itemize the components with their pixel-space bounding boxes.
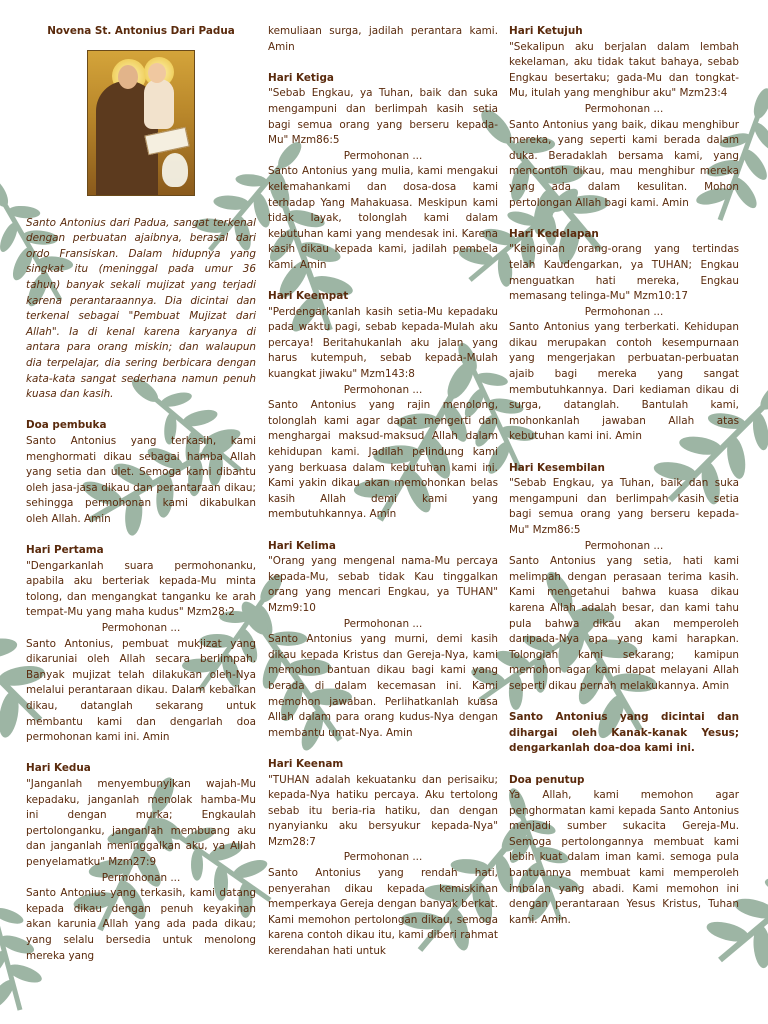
hari-ketiga-heading: Hari Ketiga <box>268 71 334 84</box>
hari-keenam-heading: Hari Keenam <box>268 757 344 770</box>
hari-kesembilan-heading: Hari Kesembilan <box>509 461 605 474</box>
permohonan-label: Permohonan ... <box>101 622 181 635</box>
hari-keenam-prayer: Santo Antonius yang rendah hati, penyerahan dikau kepada kemiskinan memperkaya Gereja dengan banyak berkat. Kami memohon pertolongan dikau, semoga karena contoh dikau itu, kami diberi rahmat kerendahan hati untuk <box>268 867 499 958</box>
column-1 <box>26 24 256 964</box>
hari-kelima-prayer: Santo Antonius yang murni, demi kasih dikau kepada Kristus dan Gereja-Nya, kami memohon bantuan dikau bagi kami yang berada di dalam kecemasan ini. Kami memohon jawaban. Perlihatkanlah kuasa Allah dalam para orang kudus-Nya dengan membantu umat-Nya. Amin <box>268 633 498 739</box>
doa-penutup-heading: Doa penutup <box>509 773 585 786</box>
column-3 <box>509 24 739 928</box>
doa-pembuka-text: Santo Antonius yang terkasih, kami menghormati dikau sebagai hamba Allah yang setia dan ulet. Semoga kami dibantu oleh jasa-jasa dikau dan perantaraan dikau; sehingga permohonan kami dikabulkan oleh Allah. Amin <box>26 434 256 525</box>
doa-penutup-text: Ya Allah, kami memohon agar penghormatan kami kepada Santo Antonius menjadi sumber sukacita Gereja-Mu. Semoga pertolongannya membuat kami lebih kuat dalam iman kami. semoga pula bantuannya membuat kami memperoleh imbalan yang abadi. Kami memohon ini dengan perantaraan Yesus Kristus, Tuhan kami. Amin. <box>509 789 739 926</box>
hari-kelima-heading: Hari Kelima <box>268 539 336 552</box>
hari-kesembilan-verse: "Sebab Engkau, ya Tuhan, baik dan suka mengampuni dan berlimpah kasih setia bagi semua orang yang berseru kepada-Mu" Mzm86:5 <box>509 477 739 536</box>
child-face <box>148 63 166 83</box>
doa-pembuka-heading: Doa pembuka <box>26 419 107 432</box>
hari-pertama-heading: Hari Pertama <box>26 544 104 557</box>
hari-ketujuh-prayer: Santo Antonius yang baik, dikau menghibur mereka, yang seperti kami berada dalam duka. Beradaklah bersama kami, yang mencontoh dikau, mau menghibur mereka yang ada dalam kesulitan. Mohon pertolongan Allah bagi kami. Amin <box>509 118 739 209</box>
permohonan-label: Permohonan ... <box>584 539 664 552</box>
hari-kedelapan-heading: Hari Kedelapan <box>509 227 599 240</box>
permohonan-label: Permohonan ... <box>343 617 423 630</box>
hari-ketiga-prayer: Santo Antonius yang mulia, kami mengakui kelemahankami dan dosa-dosa kami terhadap Yang Mahakuasa. Meskipun kami tidak layak, tolonglah kami dalam kebutuhan kami yang mendesak ini. Karena kasih dikau kepada kami, jadilah pembela kami. Amin <box>268 165 498 271</box>
hari-keempat-heading: Hari Keempat <box>268 290 349 303</box>
friar-face <box>118 65 138 89</box>
column-2 <box>268 24 498 960</box>
hari-keenam-verse: "TUHAN adalah kekuatanku dan perisaiku; kepada-Nya hatiku percaya. Aku tertolong sebab itu beria-ria hatiku, dan dengan nyanyianku aku bersyukur kepada-Nya" Mzm28:7 <box>268 773 498 848</box>
child-figure <box>144 79 174 129</box>
hari-kelima-verse: "Orang yang mengenal nama-Mu percaya kepada-Mu, sebab tidak Kau tinggalkan orang yang mencari Engkau, ya TUHAN" Mzm9:10 <box>268 555 498 614</box>
closing-invocation: Santo Antonius yang dicintai dan dihargai oleh Kanak-kanak Yesus; dengarkanlah doa-doa kami ini. <box>509 711 739 755</box>
hari-ketujuh-heading: Hari Ketujuh <box>509 25 583 37</box>
hari-kedua-verse: "Janganlah menyembunyikan wajah-Mu kepadaku, janganlah menolak hamba-Mu ini dengan murka; Engkaulah pertolonganku, janganlah membuang aku dan janganlah meninggalkan aku, ya Allah penyelamatku" Mzm27:9 <box>26 777 256 868</box>
permohonan-label: Permohonan ... <box>343 851 423 864</box>
hari-keempat-prayer: Santo Antonius yang rajin menolong, tolonglah kami agar dapat mengerti dan menghargai maksud-maksud Allah dalam kehidupan kami. Jadilah pelindung kami yang berkuasa dalam kebutuhan kami ini. Kami yakin dikau akan memohonkan belas kasih Allah demi kami yang membutuhkannya. Amin <box>268 399 498 521</box>
hari-ketiga-verse: "Sebab Engkau, ya Tuhan, baik dan suka mengampuni dan berlimpah kasih setia bagi semua orang yang berseru kepada-Mu" Mzm86:5 <box>268 87 498 147</box>
page-title: Novena St. Antonius Dari Padua <box>47 25 235 37</box>
hari-kedua-heading: Hari Kedua <box>26 762 91 775</box>
hari-ketujuh-verse: "Sekalipun aku berjalan dalam lembah kekelaman, aku tidak takut bahaya, sebab Engkau besertaku; gada-Mu dan tongkat-Mu, itulah yang menghibur aku" Mzm23:4 <box>509 40 739 100</box>
permohonan-label: Permohonan ... <box>584 102 664 115</box>
hari-pertama-prayer: Santo Antonius, pembuat mukjizat yang dikaruniai oleh Allah secara berlimpah. Banyak mujizat telah dilakukan oleh-Nya melalui perantaraan dikau. Dalam kebaikan dikau, datanglah sekarang untuk membantu kami dan dengarlah doa permohonan kami ini. Amin <box>26 637 256 744</box>
hari-kesembilan-prayer: Santo Antonius yang setia, hati kami melimpah dengan perasaan terima kasih. Kami mengetahui bahwa kuasa dikau karena Allah adalah besar, dan kami tahu pula bahwa dikau akan memperoleh daripada-Nya apa yang kami harapkan. Tolonglah kami sekarang; kamipun memohon agar kami dapat melayani Allah seperti dikau pernah melakukannya. Amin <box>509 555 739 692</box>
hari-pertama-verse: "Dengarkanlah suara permohonanku, apabila aku berteriak kepada-Mu minta tolong, dan mengangkat tanganku ke arah tempat-Mu yang maha kudus" Mzm28:2 <box>26 559 256 619</box>
permohonan-label: Permohonan ... <box>101 871 181 884</box>
hari-kedelapan-verse: "Keinginan orang-orang yang tertindas telah Kaudengarkan, ya TUHAN; Engkau menguatkan hati mereka, Engkau memasang telinga-Mu" Mzm10:17 <box>509 243 739 303</box>
lily-icon <box>162 153 188 187</box>
hari-kedua-prayer: Santo Antonius yang terkasih, kami datang kepada dikau dengan penuh keyakinan akan karunia Allah yang ada pada dikau; yang selalu bersedia untuk menolong mereka yang <box>26 887 256 962</box>
permohonan-label: Permohonan ... <box>343 149 423 162</box>
hari-keempat-verse: "Perdengarkanlah kasih setia-Mu kepadaku pada waktu pagi, sebab kepada-Mulah aku percaya! Beritahukanlah aku jalan yang harus kutempuh, sebab kepada-Mulah kuangkat jiwaku" Mzm143:8 <box>268 305 498 381</box>
permohonan-label: Permohonan ... <box>343 383 423 396</box>
st-antonius-image <box>87 50 195 196</box>
permohonan-label: Permohonan ... <box>584 305 664 318</box>
hari-kedelapan-prayer: Santo Antonius yang terberkati. Kehidupan dikau merupakan contoh kesempurnaan yang mengerjakan perbuatan-perbuatan ajaib bagi mereka yang sangat membutuhkannya. Dari kediaman dikau di surga, datanglah. Bantulah kami, mohonkanlah jawaban Allah atas kebutuhan kami ini. Amin <box>509 321 739 443</box>
hari-kedua-continued: kemuliaan surga, jadilah perantara kami. Amin <box>268 25 498 53</box>
intro-text: Santo Antonius dari Padua, sangat terkenal dengan perbuatan ajaibnya, berasal dari ordo Fransiskan. Dalam hidupnya yang singkat itu (meninggal pada umur 36 tahun) banyak sekali mujizat yang terjadi karena perantaraannya. Dia dicintai dan terkenal sebagai "Pembuat Mujizat dari Allah". Ia di kenal karena karyanya di antara para orang miskin; dan walaupun dia terpelajar, dia sering berbicara dengan kata-kata sangat sederhana namun penuh kuasa dan kasih. <box>26 216 256 401</box>
